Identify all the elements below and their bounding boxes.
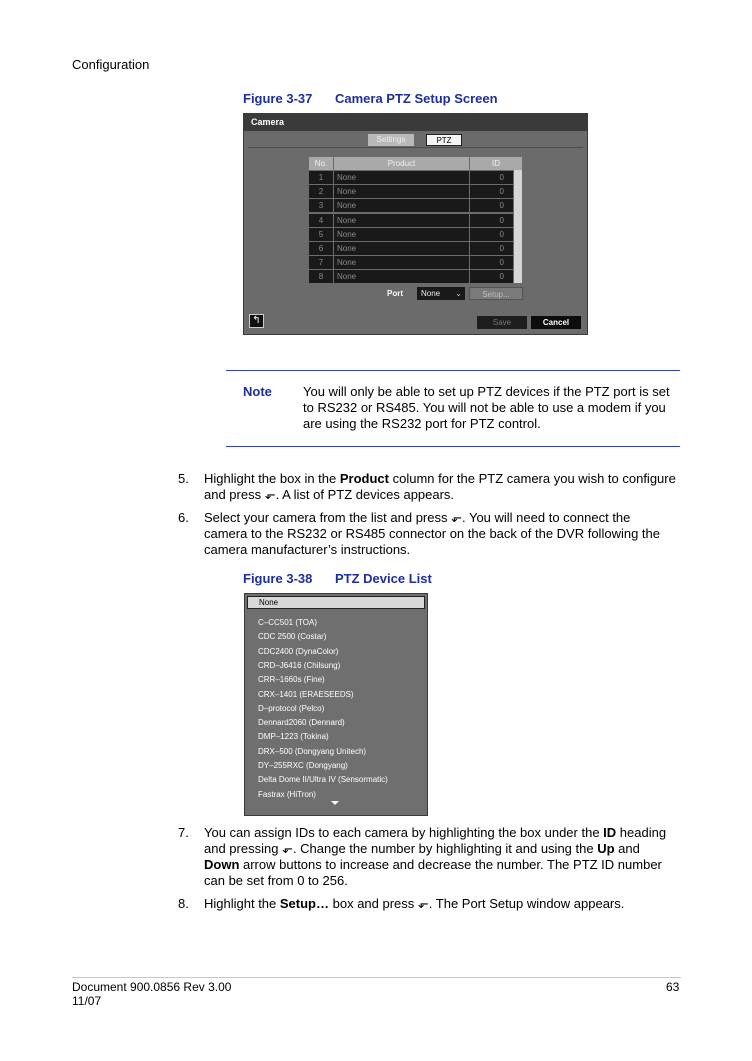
device-list-item-selected[interactable]: None [247,596,425,609]
step-number: 7. [178,825,189,840]
row-number: 2 [309,185,333,198]
row-number: 3 [309,199,333,212]
footer-rule [72,977,681,978]
figure-title: Camera PTZ Setup Screen [335,91,498,106]
page-number: 63 [666,980,680,994]
id-stepper[interactable]: 0 [470,214,513,227]
column-header-id: ID [470,157,522,170]
product-dropdown[interactable]: None [334,228,469,241]
product-dropdown[interactable]: None [334,171,469,184]
device-list-item[interactable]: CRD–J6416 (Chilsung) [258,660,341,670]
id-stepper[interactable]: 0 [470,171,513,184]
device-list-item[interactable]: CDC2400 (DynaColor) [258,646,339,656]
note-bottom-rule [226,446,680,447]
product-dropdown[interactable]: None [334,242,469,255]
cancel-button[interactable]: Cancel [531,316,581,329]
port-value: None [421,289,441,298]
column-header-no: No. [309,157,333,170]
device-list-item[interactable]: D–protocol (Pelco) [258,703,325,713]
back-icon[interactable]: ↰ [249,314,264,328]
id-stepper[interactable]: 0 [470,256,513,269]
save-button[interactable]: Save [477,316,527,329]
device-list-item[interactable]: CRR–1660s (Fine) [258,675,325,685]
tab-ptz[interactable]: PTZ [426,134,462,146]
device-list-item[interactable]: C–CC501 (TOA) [258,618,317,627]
product-dropdown[interactable]: None [334,256,469,269]
setup-button[interactable]: Setup... [469,287,523,300]
id-stepper[interactable]: 0 [470,270,513,283]
figure-number: Figure 3-37 [243,91,313,106]
product-dropdown[interactable]: None [334,199,469,212]
id-stepper[interactable]: 0 [470,199,513,212]
section-header: Configuration [72,57,150,72]
scroll-down-icon[interactable] [331,801,339,805]
step-number: 6. [178,510,189,525]
product-dropdown[interactable]: None [334,214,469,227]
camera-ptz-setup-screen [243,113,588,335]
window-title: Camera [244,114,587,131]
figure-number: Figure 3-38 [243,571,313,586]
port-label: Port [387,289,403,298]
note-line: are using the RS232 port for PTZ control. [303,416,541,431]
footer-doc: Document 900.0856 Rev 3.00 11/07 [72,980,232,1008]
enter-key-icon: ⬐ [417,896,429,911]
note-label: Note [243,384,272,399]
step-8-text: Highlight the Setup… box and press ⬐. The Port Setup window appears. [204,896,625,911]
step-number: 8. [178,896,189,911]
chevron-down-icon: ⌄ [455,289,462,298]
id-stepper[interactable]: 0 [470,242,513,255]
product-dropdown[interactable]: None [334,270,469,283]
step-number: 5. [178,471,189,486]
device-list-item[interactable]: Fastrax (HiTron) [258,789,316,799]
row-number: 5 [309,228,333,241]
enter-key-icon: ⬐ [451,510,462,525]
step-7-text: You can assign IDs to each camera by highlighting the box under the ID heading and pressing ⬐. Change the number by highlighting it and using the Up and Down arrow buttons to increase and decrease the number. The PTZ ID number can be set from 0 to 256. [204,825,667,888]
id-stepper[interactable]: 0 [470,185,513,198]
note-line: to RS232 or RS485. You will not be able to use a modem if you [303,400,666,415]
device-list-item[interactable]: CRX–1401 (ERAESEEDS) [258,689,354,699]
divider [248,147,583,148]
note-top-rule [226,370,680,371]
device-list-item[interactable]: Dennard2060 (Dennard) [258,718,345,728]
device-list-item[interactable]: DRX–500 (Dongyang Unitech) [258,746,367,756]
port-dropdown[interactable] [417,287,465,300]
row-number: 6 [309,242,333,255]
figure-title: PTZ Device List [335,571,432,586]
ptz-device-list [244,593,428,816]
row-number: 4 [309,214,333,227]
device-list-item[interactable]: DMP–1223 (Tokina) [258,732,329,742]
scrollbar[interactable] [514,170,522,283]
step-5-text: Highlight the box in the Product column for the PTZ camera you wish to configure and press ⬐. A list of PTZ devices appears. [204,471,676,502]
product-dropdown[interactable]: None [334,185,469,198]
row-number: 8 [309,270,333,283]
tab-settings[interactable]: Settings [368,134,414,146]
row-number: 1 [309,171,333,184]
device-list-item[interactable]: DY–255RXC (Dongyang) [258,761,348,770]
step-6-text: Select your camera from the list and press ⬐. You will need to connect the camera to the RS232 or RS485 connector on the back of the DVR following the camera manufacturer’s instructions. [204,510,660,557]
note-text [303,384,683,432]
device-list-item[interactable]: CDC 2500 (Costar) [258,632,327,642]
row-number: 7 [309,256,333,269]
enter-key-icon: ⬐ [264,487,276,502]
enter-key-icon: ⬐ [282,841,293,856]
device-list-item[interactable]: Delta Dome II/Ultra IV (Sensormatic) [258,775,388,785]
id-stepper[interactable]: 0 [470,228,513,241]
column-header-product: Product [334,157,469,170]
note-line: You will only be able to set up PTZ devices if the PTZ port is set [303,384,670,399]
